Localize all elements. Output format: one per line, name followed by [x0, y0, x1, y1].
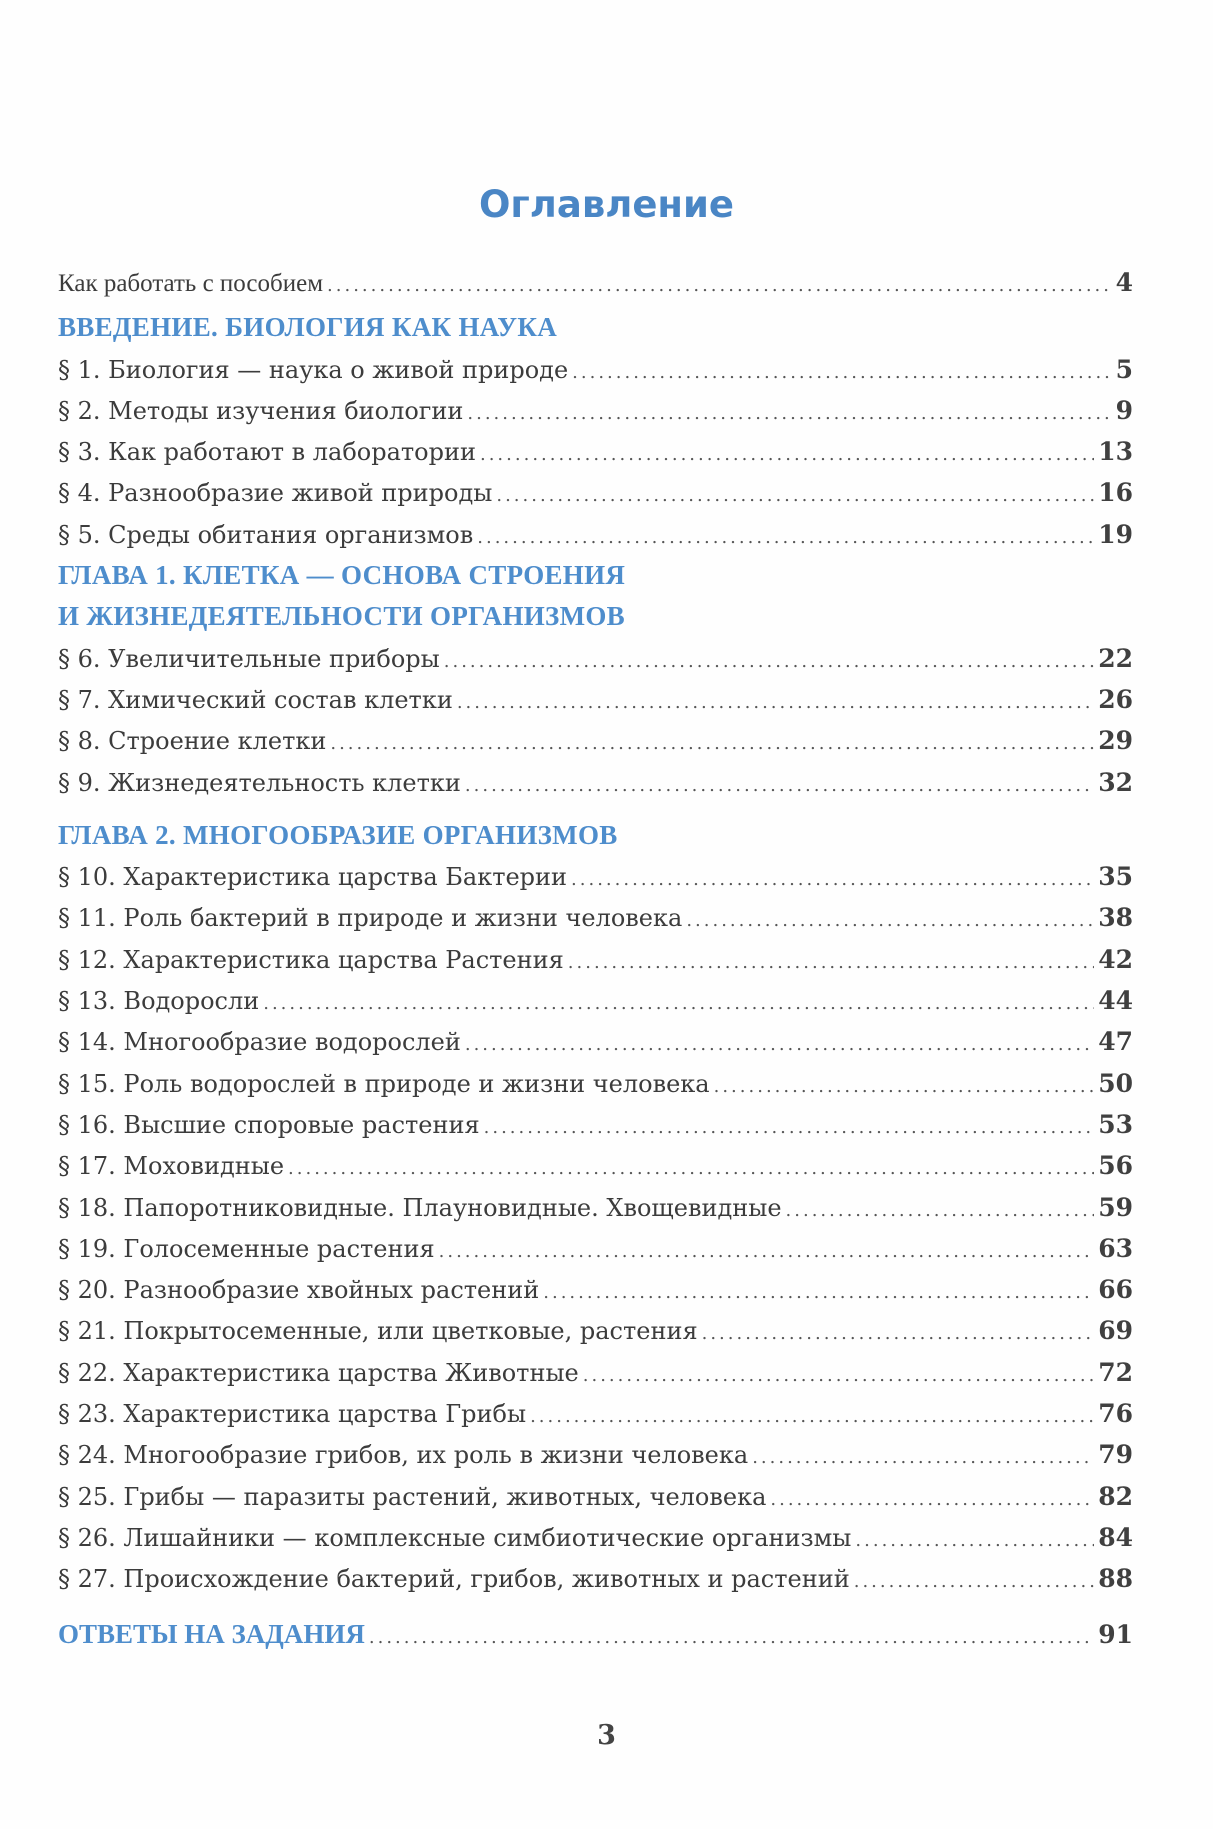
toc-entry-label: § 11. Роль бактерий в природе и жизни человека [58, 904, 683, 933]
toc-entry-label: § 2. Методы изучения биологии [58, 396, 464, 425]
toc-entry[interactable] [58, 1104, 1133, 1145]
dot-leader [855, 1520, 1094, 1561]
dot-leader [568, 942, 1094, 983]
dot-leader [714, 1066, 1095, 1107]
toc-entry-label: § 27. Происхождение бактерий, грибов, животных и растений [58, 1565, 850, 1594]
toc-entry-label: § 21. Покрытосеменные, или цветковые, растения [58, 1317, 698, 1346]
toc-entry-page: 16 [1098, 478, 1133, 508]
dot-leader [543, 1272, 1094, 1313]
dot-leader [530, 1396, 1094, 1437]
toc-entry-page: 76 [1098, 1399, 1133, 1429]
page-number: 3 [597, 1720, 616, 1751]
toc-entry-page: 32 [1098, 767, 1133, 797]
toc-entry-page: 69 [1098, 1316, 1133, 1346]
toc-entry-page: 35 [1098, 862, 1133, 892]
toc-entry[interactable] [58, 1558, 1133, 1599]
toc-entry[interactable] [58, 897, 1133, 938]
toc-entry-label: § 26. Лишайники — комплексные симбиотические организмы [58, 1523, 852, 1552]
toc-entry-label: § 14. Многообразие водорослей [58, 1028, 461, 1057]
toc-entry-label: § 1. Биология — наука о живой природе [58, 355, 569, 384]
toc-entry-answers[interactable] [58, 1614, 1133, 1655]
toc-entry-page: 13 [1098, 437, 1133, 467]
toc-entry[interactable] [58, 720, 1133, 761]
toc-entry-label: § 9. Жизнедеятельность клетки [58, 768, 461, 797]
dot-leader [686, 900, 1094, 941]
toc-entry-label: § 4. Разнообразие живой природы [58, 479, 493, 508]
toc-entry-label: Как работать с пособием [58, 270, 324, 297]
dot-leader [327, 265, 1112, 306]
toc-entry-page: 26 [1098, 684, 1133, 714]
toc-entry[interactable] [58, 1434, 1133, 1475]
toc-entry-page: 91 [1098, 1619, 1133, 1649]
toc-entry-label: § 19. Голосеменные растения [58, 1234, 435, 1263]
dot-leader [263, 983, 1094, 1024]
toc-entry-page: 22 [1098, 643, 1133, 673]
toc-entry-label: § 20. Разнообразие хвойных растений [58, 1276, 540, 1305]
dot-leader [467, 393, 1111, 434]
section-heading-chapter-1-line-2[interactable]: И ЖИЗНЕДЕЯТЕЛЬНОСТИ ОРГАНИЗМОВ [58, 601, 625, 632]
toc-entry-label: § 5. Среды обитания организмов [58, 520, 474, 549]
toc-entry[interactable] [58, 1063, 1133, 1104]
toc-entry[interactable] [58, 390, 1133, 431]
toc-entry[interactable] [58, 349, 1133, 390]
toc-entry-page: 9 [1115, 395, 1133, 425]
toc-entry-label: § 18. Папоротниковидные. Плауновидные. Хвощевидные [58, 1193, 782, 1222]
dot-leader [369, 1617, 1094, 1658]
page-title: Оглавление [478, 183, 735, 226]
toc-entry[interactable] [58, 1310, 1133, 1351]
toc-entry-page: 66 [1098, 1275, 1133, 1305]
dot-leader [854, 1561, 1094, 1602]
dot-leader [786, 1190, 1095, 1231]
toc-entry-page: 4 [1115, 268, 1133, 297]
toc-entry[interactable] [58, 1228, 1133, 1269]
toc-entry-page: 42 [1098, 944, 1133, 974]
toc-entry[interactable] [58, 638, 1133, 679]
dot-leader [439, 1231, 1095, 1272]
toc-entry-intro[interactable] [58, 262, 1133, 303]
toc-entry-page: 56 [1098, 1151, 1133, 1181]
table-of-contents [58, 262, 1133, 1655]
toc-entry-label: § 10. Характеристика царства Бактерии [58, 863, 568, 892]
section-chapter-2-items [58, 856, 1133, 1599]
toc-entry-page: 29 [1098, 726, 1133, 756]
section-heading-chapter-1-line-1[interactable]: ГЛАВА 1. КЛЕТКА — ОСНОВА СТРОЕНИЯ [58, 560, 626, 591]
section-introduction-items [58, 349, 1133, 555]
toc-entry-page: 47 [1098, 1027, 1133, 1057]
dot-leader [444, 641, 1094, 682]
dot-leader [496, 475, 1094, 516]
toc-entry-label: § 3. Как работают в лаборатории [58, 438, 476, 467]
toc-entry[interactable] [58, 431, 1133, 472]
dot-leader [572, 352, 1111, 393]
dot-leader [571, 859, 1094, 900]
dot-leader [752, 1437, 1094, 1478]
toc-entry-label: § 23. Характеристика царства Грибы [58, 1400, 527, 1429]
toc-entry-page: 84 [1098, 1522, 1133, 1552]
toc-entry-label: § 6. Увеличительные приборы [58, 644, 440, 673]
toc-entry-page: 59 [1098, 1192, 1133, 1222]
section-heading-introduction[interactable]: ВВЕДЕНИЕ. БИОЛОГИЯ КАК НАУКА [58, 312, 558, 343]
toc-entry-page: 53 [1098, 1109, 1133, 1139]
toc-entry-page: 79 [1098, 1440, 1133, 1470]
toc-entry-page: 38 [1098, 903, 1133, 933]
dot-leader [702, 1313, 1095, 1354]
toc-entry-page: 19 [1098, 519, 1133, 549]
dot-leader [480, 434, 1094, 475]
toc-entry[interactable] [58, 514, 1133, 555]
dot-leader [288, 1148, 1094, 1189]
toc-entry[interactable] [58, 1187, 1133, 1228]
toc-entry-label: § 25. Грибы — паразиты растений, животных, человека [58, 1482, 767, 1511]
dot-leader [457, 682, 1094, 723]
toc-entry[interactable] [58, 762, 1133, 803]
dot-leader [484, 1107, 1095, 1148]
toc-entry-label: § 24. Многообразие грибов, их роль в жизни человека [58, 1441, 749, 1470]
toc-entry[interactable] [58, 1145, 1133, 1186]
toc-entry-page: 82 [1098, 1481, 1133, 1511]
toc-entry-label: § 8. Строение клетки [58, 727, 327, 756]
toc-entry[interactable] [58, 1517, 1133, 1558]
toc-entry[interactable] [58, 1393, 1133, 1434]
toc-entry-label: § 22. Характеристика царства Животные [58, 1358, 579, 1387]
toc-entry[interactable] [58, 1021, 1133, 1062]
toc-entry[interactable] [58, 1476, 1133, 1517]
toc-entry-label: § 13. Водоросли [58, 987, 260, 1016]
toc-entry[interactable] [58, 856, 1133, 897]
toc-entry[interactable] [58, 1269, 1133, 1310]
toc-entry-label: ОТВЕТЫ НА ЗАДАНИЯ [58, 1618, 365, 1649]
toc-entry-page: 88 [1098, 1564, 1133, 1594]
dot-leader [330, 723, 1094, 764]
toc-entry-page: 63 [1098, 1233, 1133, 1263]
dot-leader [583, 1355, 1094, 1396]
dot-leader [477, 517, 1094, 558]
toc-entry-label: § 12. Характеристика царства Растения [58, 945, 564, 974]
toc-entry-label: § 15. Роль водорослей в природе и жизни человека [58, 1069, 710, 1098]
toc-entry[interactable] [58, 1352, 1133, 1393]
toc-entry[interactable] [58, 939, 1133, 980]
toc-entry-page: 72 [1098, 1357, 1133, 1387]
toc-entry-page: 50 [1098, 1068, 1133, 1098]
section-heading-chapter-2[interactable]: ГЛАВА 2. МНОГООБРАЗИЕ ОРГАНИЗМОВ [58, 819, 618, 850]
toc-entry[interactable] [58, 980, 1133, 1021]
toc-entry[interactable] [58, 679, 1133, 720]
dot-leader [465, 765, 1094, 806]
dot-leader [770, 1479, 1094, 1520]
toc-entry-page: 5 [1115, 354, 1133, 384]
toc-entry[interactable] [58, 472, 1133, 513]
toc-entry-page: 44 [1098, 986, 1133, 1016]
toc-entry-label: § 16. Высшие споровые растения [58, 1110, 480, 1139]
toc-entry-label: § 17. Моховидные [58, 1152, 285, 1181]
dot-leader [465, 1024, 1094, 1065]
section-chapter-1-items [58, 638, 1133, 803]
toc-entry-label: § 7. Химический состав клетки [58, 685, 453, 714]
